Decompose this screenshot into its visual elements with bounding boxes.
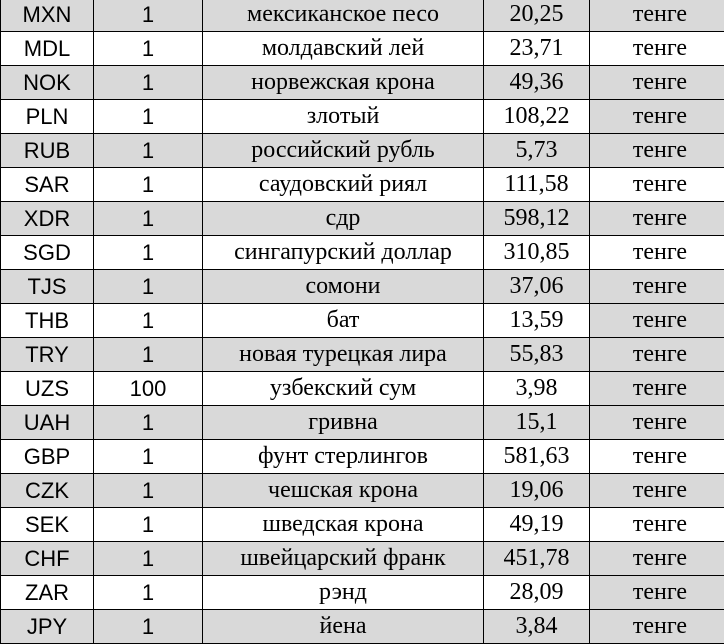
quote-currency-cell: тенге <box>590 236 724 270</box>
units-cell: 1 <box>94 610 203 644</box>
units-cell: 1 <box>94 576 203 610</box>
currency-name-cell: фунт стерлингов <box>203 440 484 474</box>
units-cell: 1 <box>94 168 203 202</box>
currency-name-cell: российский рубль <box>203 134 484 168</box>
units-cell: 1 <box>94 406 203 440</box>
currency-name-cell: узбекский сум <box>203 372 484 406</box>
table-row <box>1 100 724 134</box>
currency-code-cell: GBP <box>1 440 94 474</box>
table-row <box>1 168 724 202</box>
units-cell: 1 <box>94 66 203 100</box>
exchange-rate-cell: 49,36 <box>484 66 590 100</box>
units-cell: 1 <box>94 134 203 168</box>
exchange-rate-cell: 20,25 <box>484 0 590 32</box>
currency-name-cell: норвежская крона <box>203 66 484 100</box>
table-row <box>1 576 724 610</box>
units-cell: 1 <box>94 542 203 576</box>
quote-currency-cell: тенге <box>590 32 724 66</box>
exchange-rate-cell: 310,85 <box>484 236 590 270</box>
exchange-rate-cell: 111,58 <box>484 168 590 202</box>
quote-currency-cell: тенге <box>590 372 724 406</box>
exchange-rate-cell: 13,59 <box>484 304 590 338</box>
currency-code-cell: RUB <box>1 134 94 168</box>
units-cell: 1 <box>94 508 203 542</box>
currency-name-cell: новая турецкая лира <box>203 338 484 372</box>
table-row <box>1 270 724 304</box>
quote-currency-cell: тенге <box>590 440 724 474</box>
currency-code-cell: XDR <box>1 202 94 236</box>
units-cell: 1 <box>94 474 203 508</box>
currency-code-cell: SAR <box>1 168 94 202</box>
currency-code-cell: SEK <box>1 508 94 542</box>
quote-currency-cell: тенге <box>590 406 724 440</box>
quote-currency-cell: тенге <box>590 134 724 168</box>
quote-currency-cell: тенге <box>590 0 724 32</box>
currency-code-cell: MDL <box>1 32 94 66</box>
currency-name-cell: йена <box>203 610 484 644</box>
quote-currency-cell: тенге <box>590 168 724 202</box>
currency-code-cell: TRY <box>1 338 94 372</box>
table-row <box>1 542 724 576</box>
units-cell: 1 <box>94 32 203 66</box>
quote-currency-cell: тенге <box>590 66 724 100</box>
exchange-rate-cell: 598,12 <box>484 202 590 236</box>
quote-currency-cell: тенге <box>590 542 724 576</box>
exchange-rate-cell: 5,73 <box>484 134 590 168</box>
quote-currency-cell: тенге <box>590 508 724 542</box>
quote-currency-cell: тенге <box>590 100 724 134</box>
currency-name-cell: сомони <box>203 270 484 304</box>
currency-code-cell: TJS <box>1 270 94 304</box>
quote-currency-cell: тенге <box>590 576 724 610</box>
table-row <box>1 406 724 440</box>
currency-name-cell: сдр <box>203 202 484 236</box>
exchange-rate-cell: 15,1 <box>484 406 590 440</box>
units-cell: 100 <box>94 372 203 406</box>
currency-code-cell: ZAR <box>1 576 94 610</box>
currency-code-cell: SGD <box>1 236 94 270</box>
table-row <box>1 202 724 236</box>
table-row <box>1 508 724 542</box>
currency-code-cell: CHF <box>1 542 94 576</box>
currency-name-cell: бат <box>203 304 484 338</box>
units-cell: 1 <box>94 202 203 236</box>
currency-name-cell: сингапурский доллар <box>203 236 484 270</box>
units-cell: 1 <box>94 236 203 270</box>
units-cell: 1 <box>94 338 203 372</box>
exchange-rate-cell: 37,06 <box>484 270 590 304</box>
currency-name-cell: злотый <box>203 100 484 134</box>
exchange-rate-cell: 451,78 <box>484 542 590 576</box>
quote-currency-cell: тенге <box>590 610 724 644</box>
table-body <box>1 0 724 644</box>
quote-currency-cell: тенге <box>590 338 724 372</box>
exchange-rate-cell: 3,98 <box>484 372 590 406</box>
units-cell: 1 <box>94 0 203 32</box>
exchange-rate-cell: 581,63 <box>484 440 590 474</box>
units-cell: 1 <box>94 304 203 338</box>
table-row <box>1 134 724 168</box>
table-row <box>1 338 724 372</box>
currency-code-cell: CZK <box>1 474 94 508</box>
currency-code-cell: UZS <box>1 372 94 406</box>
quote-currency-cell: тенге <box>590 304 724 338</box>
currency-name-cell: рэнд <box>203 576 484 610</box>
table-row <box>1 236 724 270</box>
table-row <box>1 0 724 32</box>
currency-name-cell: гривна <box>203 406 484 440</box>
exchange-rate-cell: 3,84 <box>484 610 590 644</box>
currency-code-cell: NOK <box>1 66 94 100</box>
currency-name-cell: саудовский риял <box>203 168 484 202</box>
quote-currency-cell: тенге <box>590 202 724 236</box>
currency-name-cell: шведская крона <box>203 508 484 542</box>
quote-currency-cell: тенге <box>590 270 724 304</box>
currency-code-cell: PLN <box>1 100 94 134</box>
quote-currency-cell: тенге <box>590 474 724 508</box>
currency-code-cell: JPY <box>1 610 94 644</box>
currency-name-cell: молдавский лей <box>203 32 484 66</box>
exchange-rate-cell: 49,19 <box>484 508 590 542</box>
table-row <box>1 66 724 100</box>
table-row <box>1 372 724 406</box>
currency-code-cell: MXN <box>1 0 94 32</box>
units-cell: 1 <box>94 440 203 474</box>
table-row <box>1 32 724 66</box>
table-row <box>1 474 724 508</box>
table-row <box>1 304 724 338</box>
exchange-rate-cell: 108,22 <box>484 100 590 134</box>
exchange-rate-cell: 23,71 <box>484 32 590 66</box>
units-cell: 1 <box>94 270 203 304</box>
table-row <box>1 440 724 474</box>
units-cell: 1 <box>94 100 203 134</box>
currency-name-cell: швейцарский франк <box>203 542 484 576</box>
currency-code-cell: UAH <box>1 406 94 440</box>
currency-name-cell: чешская крона <box>203 474 484 508</box>
exchange-rate-cell: 19,06 <box>484 474 590 508</box>
exchange-rate-cell: 28,09 <box>484 576 590 610</box>
currency-name-cell: мексиканское песо <box>203 0 484 32</box>
currency-code-cell: THB <box>1 304 94 338</box>
table-row <box>1 610 724 644</box>
exchange-rate-cell: 55,83 <box>484 338 590 372</box>
